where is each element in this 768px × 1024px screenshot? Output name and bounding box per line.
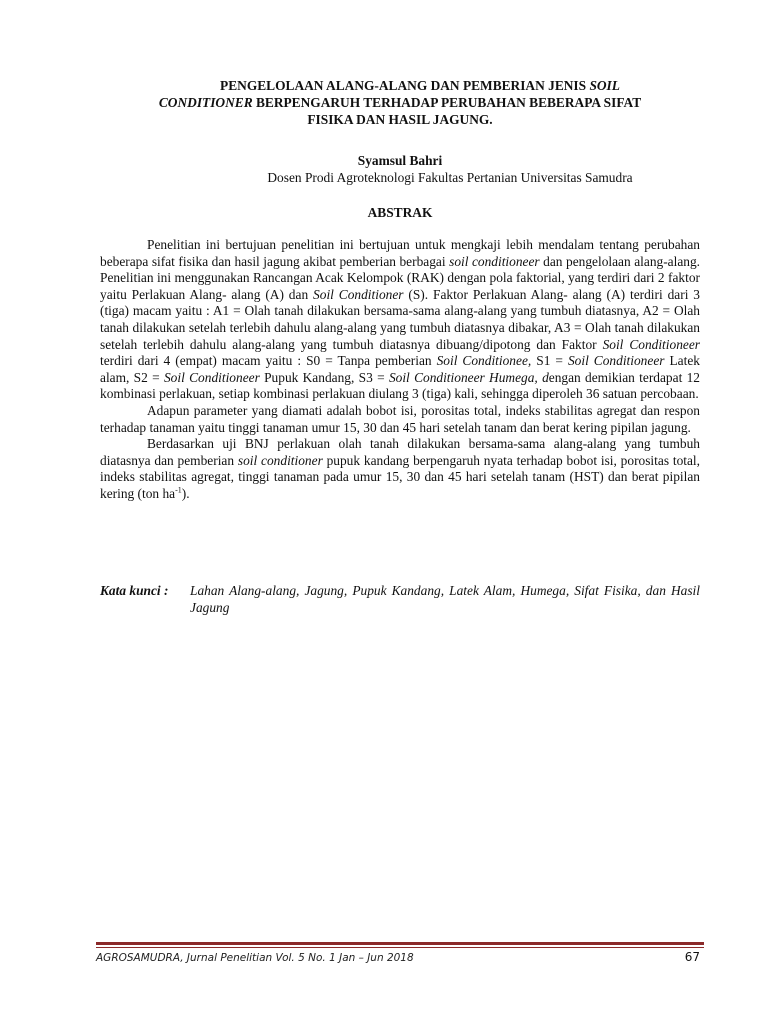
- abstract-p1-text: Penelitian ini bertujuan penelitian ini bertujuan untuk mengkaji lebih mendalam tentang perubahan beberapa sifat fisika dan hasil jagung akibat pemberian berbagai: [100, 237, 700, 269]
- abstract-p1-text: Pupuk Kandang, S3 =: [259, 369, 389, 385]
- author-affiliation: Dosen Prodi Agroteknologi Fakultas Pertanian Universitas Samudra: [267, 170, 633, 185]
- author-affiliation-row: [100, 169, 740, 186]
- title-line-1-text: PENGELOLAAN ALANG-ALANG DAN PEMBERIAN JENIS: [220, 78, 590, 93]
- abstract-p3-italic: soil conditioner: [237, 452, 323, 468]
- page-number: 67: [684, 950, 700, 964]
- footer-rule-thick: [96, 942, 704, 945]
- title-line-2-italic: CONDITIONER: [158, 95, 253, 110]
- title-line-1: [100, 77, 700, 94]
- abstract-p3-text: ).: [181, 485, 190, 501]
- footer-rule-thin: [96, 947, 704, 948]
- title-line-3: FISIKA DAN HASIL JAGUNG.: [307, 112, 493, 127]
- abstract-p1-text: dan pengelolaan alang-alang. Penelitian ini menggunakan Rancangan Acak Kelompok (RAK) dengan pola faktorial, yang terdiri dari 2 faktor yaitu Perlakuan Alang- alang (A) dan: [100, 253, 701, 302]
- abstract-p1-italic: Soil Conditioneer: [602, 336, 700, 352]
- abstract-p3-superscript: -1: [175, 485, 182, 495]
- author-name: Syamsul Bahri: [357, 153, 443, 168]
- abstract-heading: ABSTRAK: [367, 205, 433, 220]
- title-line-2: [100, 94, 700, 111]
- keywords: [100, 582, 700, 616]
- abstract-p1-italic: Soil Conditioneer Humega, d: [388, 369, 549, 385]
- abstract-p1-italic: Soil Conditionee,: [436, 353, 532, 369]
- abstract-p1-italic: Soil Conditioneer: [567, 353, 665, 369]
- keywords-label: Kata kunci :: [100, 583, 169, 598]
- paper-title: [100, 77, 700, 128]
- abstract-body: [100, 237, 700, 503]
- abstract-p1-text: S1 =: [531, 353, 568, 369]
- abstract-p1-text: Latek alam, S2 =: [100, 353, 700, 385]
- title-line-2-text: BERPENGARUH TERHADAP PERUBAHAN BEBERAPA SIFAT: [252, 95, 642, 110]
- abstract-p1-text: terdiri dari 4 (empat) macam yaitu : S0 = Tanpa pemberian: [100, 353, 437, 369]
- abstract-p3-text: pupuk kandang berpengaruh nyata terhadap bobot isi, porositas total, indeks stabilitas agregat, tinggi tanaman pada umur 15, 30 dan 45 hari setelah tanam (HST) dan berat pipilan kering (ton ha: [100, 452, 700, 501]
- abstract-paragraph-2: Adapun parameter yang diamati adalah bobot isi, porositas total, indeks stabilitas agregat dan respon terhadap tanaman yaitu tinggi tanaman umur 15, 30 dan 45 hari setelah tanam dan berat kering pipilan jagung.: [100, 402, 700, 435]
- abstract-p1-text: (S). Faktor Perlakuan Alang- alang (A) terdiri dari 3 (tiga) macam yaitu : A1 = Olah tanah dilakukan bersama-sama alang-alang yang tumbuh diatasnya, A2 = Olah tanah dilakukan setelah terlebih dahulu alang-alang yang tumbuh diatasnya dibakar, A3 = Olah tanah dilakukan setelah terlebih dahulu alang-alang yang tumbuh diatasnya dibuang/dipotong dan Faktor: [100, 286, 701, 352]
- title-line-1-italic: SOIL: [589, 78, 620, 93]
- abstract-p3-text: Berdasarkan uji BNJ perlakuan olah tanah dilakukan bersama-sama alang-alang yang tumbuh diatasnya dan pemberian: [100, 436, 700, 468]
- abstract-paragraph-1: [100, 237, 700, 403]
- abstract-p1-italic: soil conditioneer: [449, 253, 540, 269]
- abstract-p1-italic: Soil Conditioneer: [163, 369, 260, 385]
- abstract-paragraph-3: [100, 436, 700, 502]
- abstract-p1-italic: Soil Conditioner: [313, 286, 404, 302]
- abstract-p1-text: engan demikian terdapat 12 kombinasi perlakuan, setiap kombinasi perlakuan diulang 3 (tiga) kali, sehingga diperoleh 36 satuan percobaan.: [100, 369, 700, 402]
- keywords-text: Lahan Alang-alang, Jagung, Pupuk Kandang, Latek Alam, Humega, Sifat Fisika, dan Hasil Jagung: [190, 583, 700, 615]
- footer-journal-citation: AGROSAMUDRA, Jurnal Penelitian Vol. 5 No. 1 Jan – Jun 2018: [96, 952, 414, 964]
